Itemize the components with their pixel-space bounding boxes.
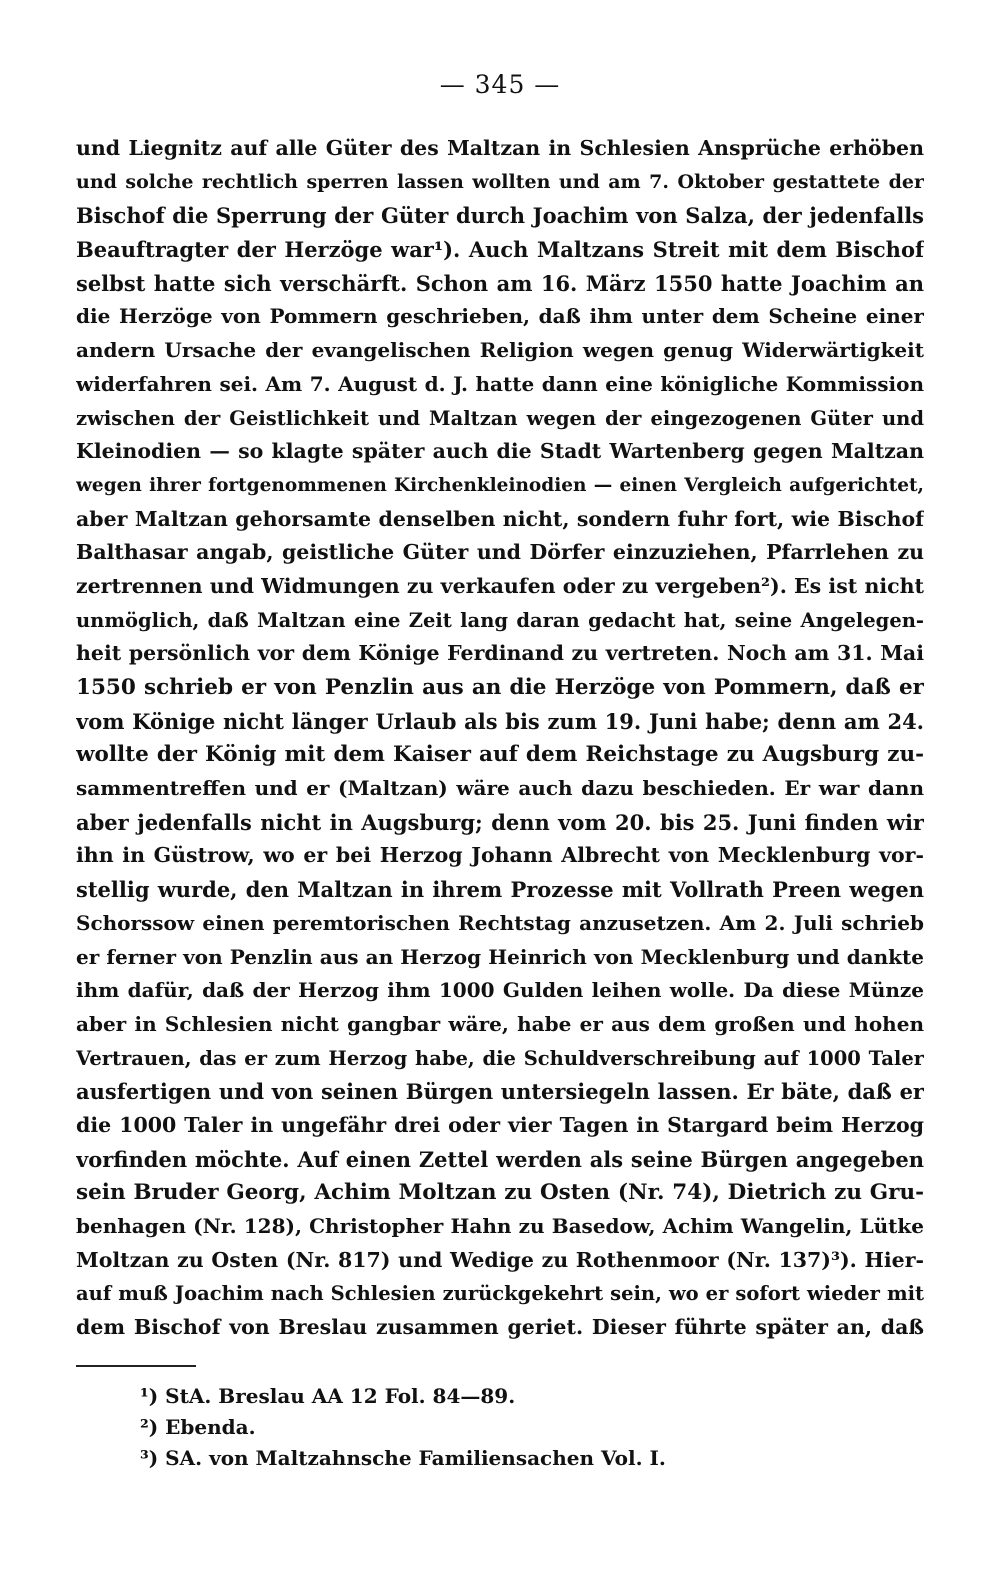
footnote-divider [76,1365,196,1367]
text-line: vorfinden möchte. Auf einen Zettel werden als seine Bürgen angegeben [76,1146,924,1172]
text-line: zwischen der Geistlichkeit und Maltzan wegen der eingezogenen Güter und [76,406,924,430]
text-line: heit persönlich vor dem Könige Ferdinand zu vertreten. Noch am 31. Mai [76,641,924,666]
text-line: ausfertigen und von seinen Bürgen untersiegeln lassen. Er bäte, daß er [76,1079,924,1105]
text-line: Schorssow einen peremtorischen Rechtstag anzusetzen. Am 2. Juli schrieb [76,910,924,935]
text-line: unmöglich, daß Maltzan eine Zeit lang daran gedacht hat, seine Angelegen- [76,608,924,632]
text-line: aber Maltzan gehorsamte denselben nicht, sondern fuhr fort, wie Bischof [76,506,924,531]
text-line: wegen ihrer fortgenommenen Kirchenkleinodien — einen Vergleich aufgerichtet, [76,474,924,496]
text-line: benhagen (Nr. 128), Christopher Hahn zu Basedow, Achim Wangelin, Lütke [76,1214,924,1238]
text-line: stellig wurde, den Maltzan in ihrem Prozesse mit Vollrath Preen wegen [76,877,924,903]
text-line: auf muß Joachim nach Schlesien zurückgekehrt sein, wo er sofort wieder mit [76,1282,924,1306]
text-line: zertrennen und Widmungen zu verkaufen oder zu vergeben²). Es ist nicht [76,573,924,598]
text-line: und Liegnitz auf alle Güter des Maltzan in Schlesien Ansprüche erhöben [76,136,924,160]
text-line: dem Bischof von Breslau zusammen geriet. Dieser führte später an, daß [76,1315,924,1340]
text-line: die 1000 Taler in ungefähr drei oder vier Tagen in Stargard beim Herzog [76,1112,924,1137]
text-line: widerfahren sei. Am 7. August d. J. hatte dann eine königliche Kommission [76,371,924,396]
text-line: aber jedenfalls nicht in Augsburg; denn vom 20. bis 25. Juni finden wir [76,809,924,835]
text-line: er ferner von Penzlin aus an Herzog Heinrich von Mecklenburg und dankte [76,944,924,969]
text-line: selbst hatte sich verschärft. Schon am 16. März 1550 hatte Joachim an [76,270,924,296]
text-line: Kleinodien — so klagte später auch die Stadt Wartenberg gegen Maltzan [76,439,924,464]
footnote-3: ³) SA. von Maltzahnsche Familiensachen Vol. I. [140,1445,666,1470]
text-line: aber in Schlesien nicht gangbar wäre, habe er aus dem großen und hohen [76,1011,924,1036]
text-line: Moltzan zu Osten (Nr. 817) und Wedige zu Rothenmoor (Nr. 137)³). Hier- [76,1247,924,1272]
document-page [76,68,924,1474]
text-line: vom Könige nicht länger Urlaub als bis zum 19. Juni habe; denn am 24. [76,708,924,734]
text-line: Beauftragter der Herzöge war¹). Auch Maltzans Streit mit dem Bischof [76,237,924,263]
text-line: sein Bruder Georg, Achim Moltzan zu Osten (Nr. 74), Dietrich zu Gru- [76,1180,924,1206]
text-line: Balthasar angab, geistliche Güter und Dörfer einzuziehen, Pfarrlehen zu [76,540,924,565]
body-text [76,132,924,1345]
page-number: — 345 — [439,70,561,99]
text-line: die Herzöge von Pommern geschrieben, daß ihm unter dem Scheine einer [76,304,924,329]
text-line: Vertrauen, das er zum Herzog habe, die Schuldverschreibung auf 1000 Taler [76,1046,924,1070]
text-line: wollte der König mit dem Kaiser auf dem Reichstage zu Augsburg zu- [76,742,924,768]
text-line: ihm dafür, daß der Herzog ihm 1000 Gulden leihen wolle. Da diese Münze [76,978,924,1003]
footnote-2: ²) Ebenda. [140,1414,256,1439]
text-line: ihn in Güstrow, wo er bei Herzog Johann Albrecht von Mecklenburg vor- [76,843,924,868]
text-line: andern Ursache der evangelischen Religion wegen genug Widerwärtigkeit [76,338,924,363]
text-line: Bischof die Sperrung der Güter durch Joachim von Salza, der jedenfalls [76,203,924,229]
text-line: 1550 schrieb er von Penzlin aus an die Herzöge von Pommern, daß er [76,675,924,700]
footnote-1: ¹) StA. Breslau AA 12 Fol. 84—89. [140,1383,516,1408]
text-line: sammentreffen und er (Maltzan) wäre auch dazu beschieden. Er war dann [76,776,924,801]
text-line: und solche rechtlich sperren lassen wollten und am 7. Oktober gestattete der [76,170,924,193]
footnotes [140,1381,924,1474]
